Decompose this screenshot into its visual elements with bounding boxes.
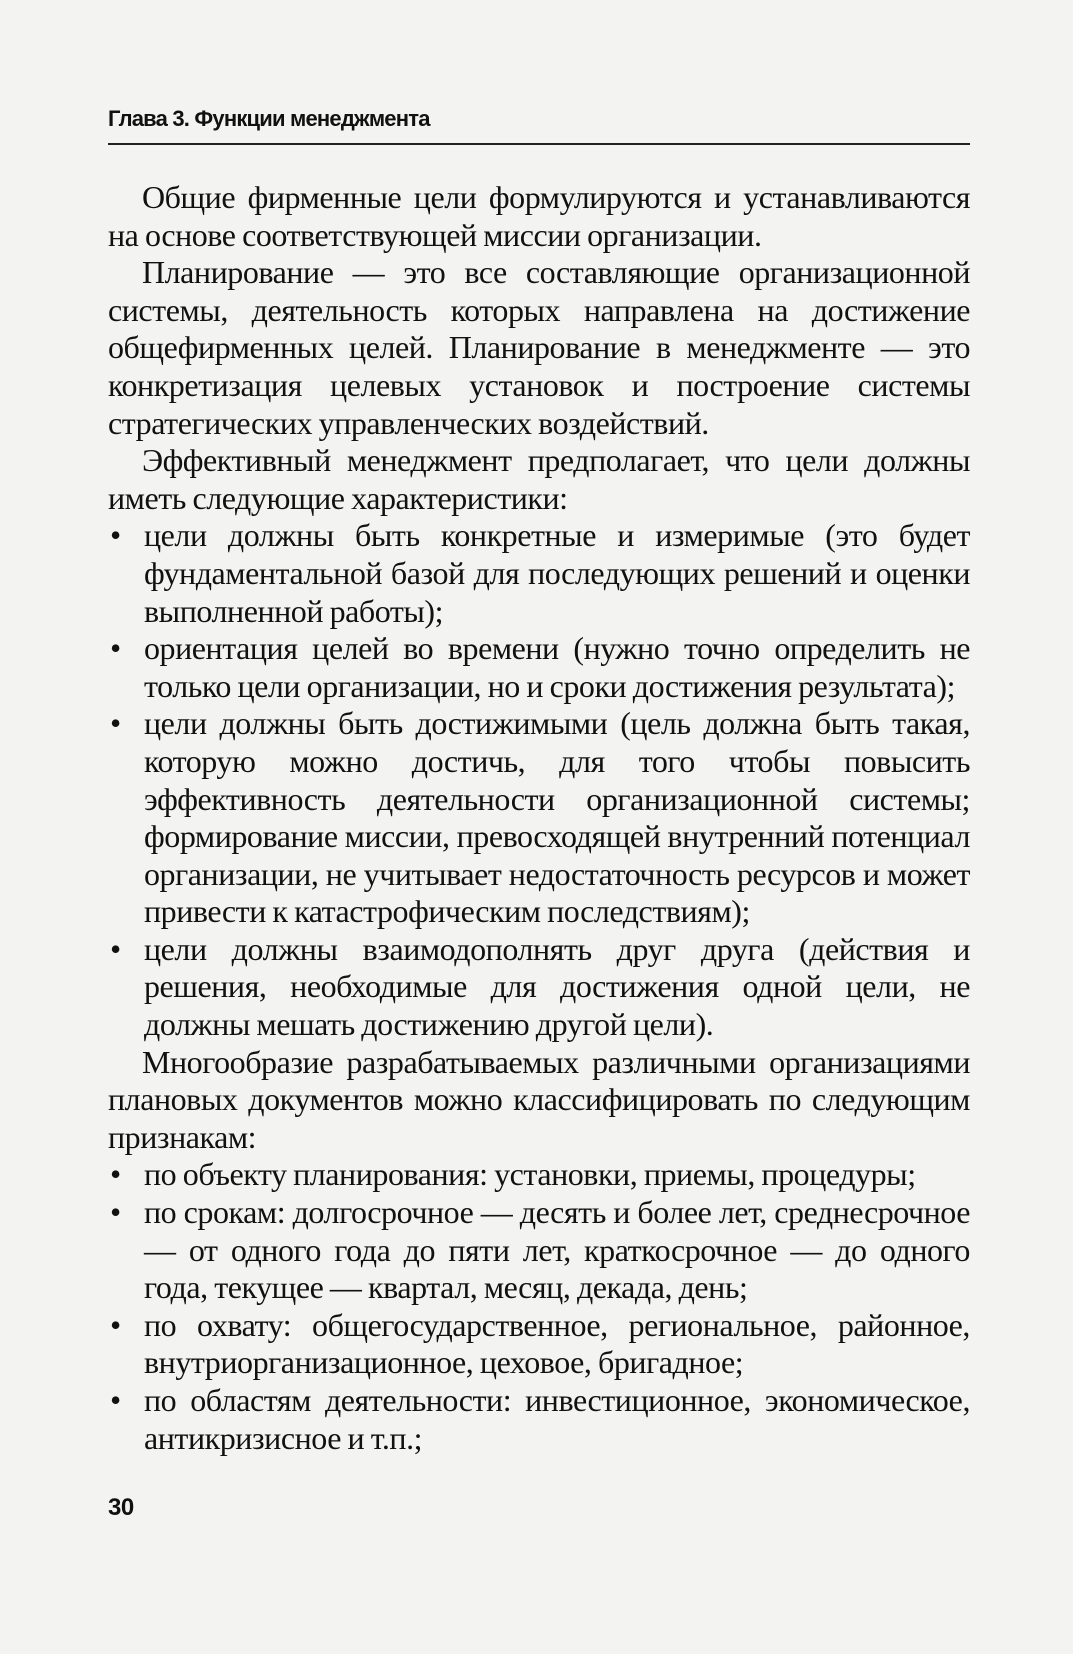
list-item-text: цели должны быть конкретные и измеримые (это будет фундаментальной базой для последующих решений и оценки выполненной работы); xyxy=(144,517,970,629)
list-item-text: по срокам: долгосрочное — десять и более лет, среднесрочное — от одного года до пяти лет, краткосрочное — до одного года, текущее — квартал, месяц, декада, день; xyxy=(144,1194,970,1306)
list-item-text: ориентация целей во времени (нужно точно определить не только цели организации, но и сроки достижения результата); xyxy=(144,630,970,704)
list-item-text: по охвату: общегосударственное, региональное, районное, внутриорганизационное, цеховое, бригадное; xyxy=(144,1306,970,1381)
list-item-text: по областям деятельности: инвестиционное, экономическое, антикризисное и т.п.; xyxy=(144,1382,970,1456)
list-item-text: цели должны взаимодополнять друг друга (действия и решения, необходимые для достижения одной цели, не должны мешать достижению другой цели). xyxy=(144,930,970,1043)
list-item xyxy=(108,1307,970,1382)
list-item xyxy=(108,1382,970,1457)
list-item xyxy=(108,1156,970,1194)
list-item xyxy=(108,630,970,705)
page-body xyxy=(108,179,970,1457)
list-item xyxy=(108,705,970,931)
page-number: 30 xyxy=(108,1494,134,1521)
list-item xyxy=(108,931,970,1044)
paragraph-goals-formulation: Общие фирменные цели формулируются и устанавливаются на основе соответствующей миссии организации. xyxy=(108,179,970,253)
bullet-icon: • xyxy=(110,1382,121,1418)
goal-characteristics-list xyxy=(108,517,970,1043)
book-page xyxy=(108,108,970,1548)
list-item-text: цели должны быть достижимыми (цель должна быть такая, которую можно достичь, для того чтобы повысить эффективность деятельности организационной системы; формирование миссии, превосходящей внутренний потенциал организации, не учитывает недостаточность ресурсов и может привести к катастрофическим последствиям); xyxy=(144,705,970,930)
bullet-icon: • xyxy=(110,1194,121,1231)
list-item xyxy=(108,1194,970,1307)
list-item xyxy=(108,517,970,630)
list-item-text: по объекту планирования: установки, приемы, процедуры; xyxy=(144,1156,916,1193)
bullet-icon: • xyxy=(110,930,121,967)
bullet-icon: • xyxy=(110,1156,121,1193)
running-header: Глава 3. Функции менеджмента xyxy=(108,108,970,145)
bullet-icon: • xyxy=(110,705,121,742)
classification-criteria-list xyxy=(108,1156,970,1457)
paragraph-plan-classification: Многообразие разрабатываемых различными организациями плановых документов можно классифицировать по следующим признакам: xyxy=(108,1043,970,1155)
bullet-icon: • xyxy=(110,630,121,667)
bullet-icon: • xyxy=(110,517,121,554)
bullet-icon: • xyxy=(110,1306,121,1343)
paragraph-planning-definition: Планирование — это все составляющие организационной системы, деятельность которых направлена на достижение общефирменных целей. Планирование в менеджменте — это конкретизация целевых установок и построение системы стратегических управленческих воздействий. xyxy=(108,254,970,441)
paragraph-effective-management: Эффективный менеджмент предполагает, что цели должны иметь следующие характеристики: xyxy=(108,442,970,516)
